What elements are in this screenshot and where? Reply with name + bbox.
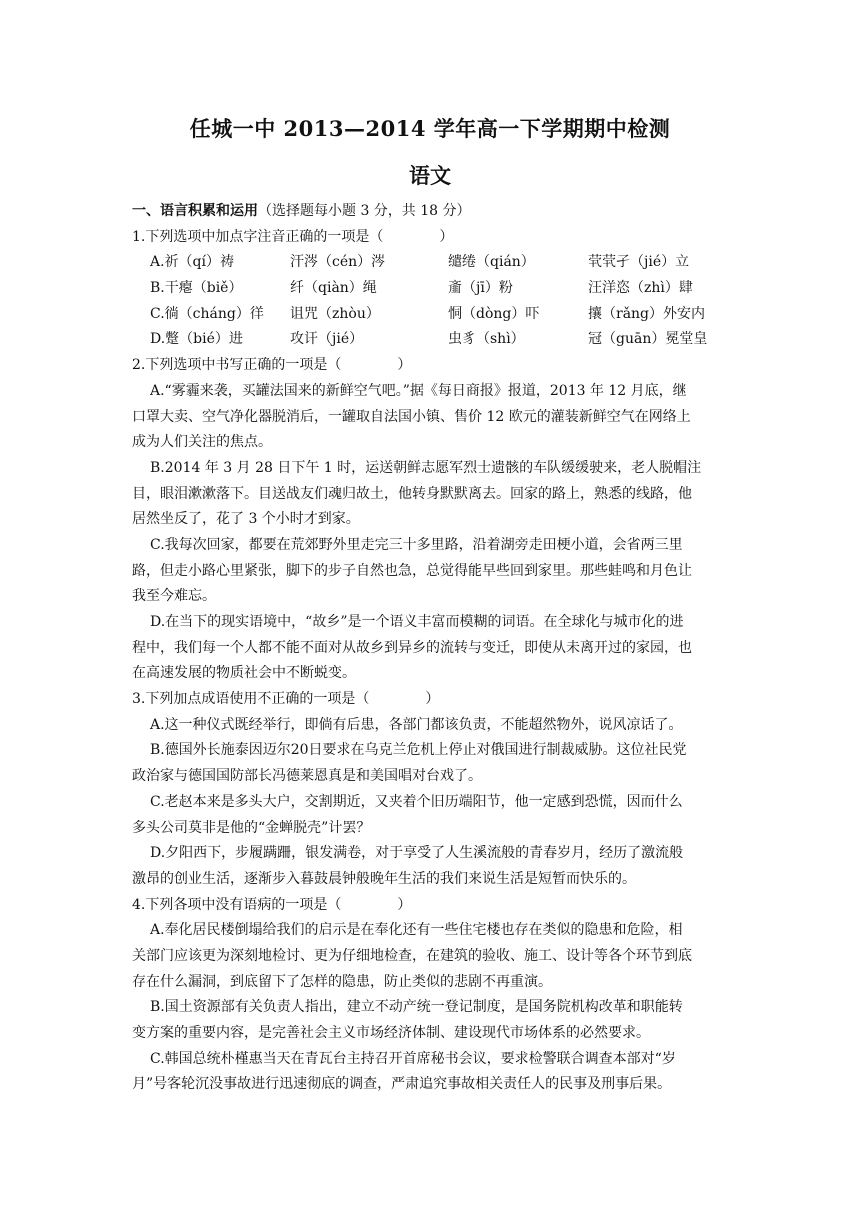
q3-line: B.德国外长施泰因迈尔20日要求在乌克兰危机上停止对俄国进行制裁威胁。这位社民党 — [150, 742, 687, 759]
q1-b-item-4: 汪洋恣（zhì）肆 — [588, 280, 693, 297]
q3-line: 激昂的创业生活，逐渐步入暮鼓晨钟般晚年生活的我们来说生活是短暂而快乐的。 — [132, 870, 636, 887]
q1-option-row-a — [132, 250, 732, 276]
q2-line: 目，眼泪漱漱落下。目送战友们魂归故土，他转身默默离去。回家的路上，熟悉的线路，他 — [132, 485, 692, 502]
q3-line: D.夕阳西下，步履蹒跚，银发满卷，对于享受了人生溪流般的青春岁月，经历了激流般 — [150, 845, 684, 862]
q3-line: A.这一种仪式既经举行，即倘有后患，各部门都该负责，不能超然物外，说风凉话了。 — [150, 716, 683, 733]
q3-line: C.老赵本来是多头大户，交割期近，又夹着个旧历端阳节，他一定感到恐慌，因而什么 — [150, 793, 683, 810]
q1-d-item-1: D.蹩（bié）进 — [150, 331, 243, 348]
q4-line: C.韩国总统朴槿惠当天在青瓦台主持召开首席秘书会议，要求检警联合调查本部对“岁 — [150, 1050, 676, 1067]
q1-b-item-1: B.干瘪（biě） — [150, 280, 243, 297]
q3-line: 政治家与德国国防部长冯德莱恩真是和美国唱对台戏了。 — [132, 768, 482, 785]
q4-line: 关部门应该更为深刻地检讨、更为仔细地检查，在建筑的验收、施工、设计等各个环节到底 — [132, 947, 692, 964]
q1-a-item-2: 汗涔（cén）涔 — [290, 254, 386, 271]
section-title: 一、语言积累和运用 — [132, 203, 258, 219]
q1-d-item-2: 攻讦（jié） — [290, 331, 364, 348]
q2-line: 口罩大卖、空气净化器脱消后，一罐取自法国小镇、售价 12 欧元的灌装新鲜空气在网络上 — [132, 408, 691, 425]
q2-line: 成为人们关注的焦点。 — [132, 434, 272, 451]
q1-b-item-2: 纤（qiàn）绳 — [290, 280, 377, 297]
question-1-stem: 1.下列选项中加点字注音正确的一项是（ ） — [132, 228, 454, 245]
q1-option-row-b — [132, 276, 732, 302]
q1-b-item-3: 齑（jī）粉 — [448, 280, 513, 297]
q2-line: 我至今难忘。 — [132, 588, 216, 605]
q2-line: C.我每次回家，都要在荒郊野外里走完三十多里路，沿着湖旁走田梗小道，会省两三里 — [150, 536, 683, 553]
q2-line: 路，但走小路心里紧张，脚下的步子自然也急，总觉得能早些回到家里。那些蛙鸣和月色让 — [132, 562, 692, 579]
q1-c-item-2: 诅咒（zhòu） — [290, 305, 380, 322]
q1-c-item-1: C.徜（cháng）徉 — [150, 305, 264, 322]
q1-c-item-4: 攘（rǎng）外安内 — [588, 305, 706, 322]
q2-line: 程中，我们每一个人都不能不面对从故乡到异乡的流转与变迁，即使从未离开过的家园，也 — [132, 639, 692, 656]
q4-line: A.奉化居民楼倒塌给我们的启示是在奉化还有一些住宅楼也存在类似的隐患和危险，相 — [150, 922, 683, 939]
q2-line: D.在当下的现实语境中，“故乡”是一个语义丰富而模糊的词语。在全球化与城市化的进 — [150, 614, 684, 630]
q4-line: B.国土资源部有关负责人指出，建立不动产统一登记制度，是国务院机构改革和职能转 — [150, 999, 683, 1016]
q1-d-item-4: 冠（guān）冕堂皇 — [588, 331, 708, 348]
q2-line: B.2014 年 3 月 28 日下午 1 时，运送朝鲜志愿军烈士遗骸的车队缓缓驶来，老人脱帽注 — [150, 459, 702, 476]
q4-line: 变方案的重要内容，是完善社会主义市场经济体制、建设现代市场体系的必然要求。 — [132, 1025, 650, 1041]
question-4-stem: 4.下列各项中没有语病的一项是（ ） — [132, 896, 412, 913]
q1-a-item-1: A.祈（qí）祷 — [150, 254, 234, 271]
q1-d-item-3: 虫豸（shì） — [448, 331, 525, 348]
question-3-stem: 3.下列加点成语使用不正确的一项是（ ） — [132, 691, 440, 708]
q4-line: 月”号客轮沉没事故进行迅速彻底的调查，严肃追究事故相关责任人的民事及刑事后果。 — [132, 1076, 672, 1093]
q3-line: 多头公司莫非是他的“金蝉脱壳”计罢？ — [132, 819, 371, 836]
q1-a-item-4: 茕茕孑（jié）立 — [588, 254, 690, 271]
question-2-stem: 2.下列选项中书写正确的一项是（ ） — [132, 357, 412, 374]
q4-line: 存在什么漏洞，到底留下了怎样的隐患，防止类似的悲剧不再重演。 — [132, 973, 552, 990]
q2-line: 在高速发展的物质社会中不断蜕变。 — [132, 665, 356, 682]
q2-line: A.“雾霾来袭，买罐法国来的新鲜空气吧。”据《每日商报》报道，2013 年 12 月底，继 — [150, 382, 687, 399]
exam-content — [132, 199, 732, 1098]
q1-a-item-3: 缱绻（qián） — [448, 254, 535, 271]
section-note: （选择题每小题 3 分，共 18 分） — [258, 203, 471, 219]
q1-option-row-d — [132, 327, 732, 353]
subject-title: 语文 — [409, 163, 451, 188]
q1-option-row-c — [132, 302, 732, 328]
q2-line: 居然坐反了，花了 3 个小时才到家。 — [132, 511, 360, 528]
q1-c-item-3: 恫（dòng）吓 — [448, 305, 540, 322]
page-title: 任城一中 2013—2014 学年高一下学期期中检测 — [189, 116, 671, 141]
section-heading — [132, 199, 732, 225]
